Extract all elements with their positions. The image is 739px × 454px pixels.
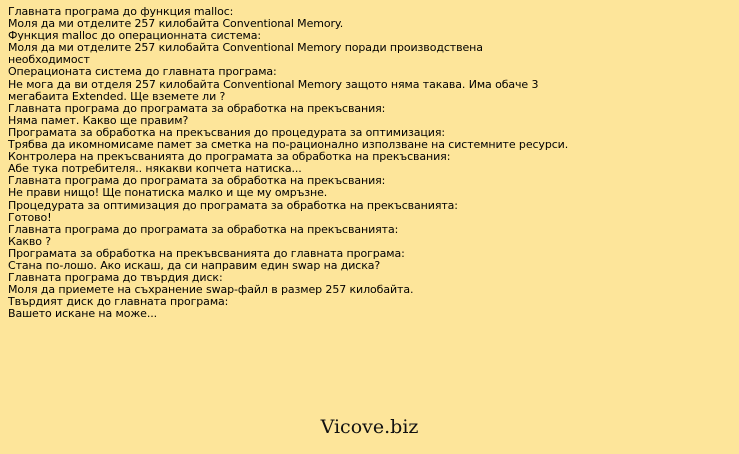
text-line: Не мога да ви отделя 257 килобайта Conventional Memory защото няма такава. Има обаче 3 <box>8 77 539 91</box>
site-watermark: Vicove.biz <box>320 416 419 438</box>
text-line: Операционата система до главната програма: <box>8 65 277 79</box>
text-line: Главната програма до програмата за обработка на прекъсвания: <box>8 101 386 115</box>
text-line: Главната програма до програмата за обработка на прекъсванията: <box>8 222 399 236</box>
text-line: Какво ? <box>8 234 52 248</box>
text-line: Програмата за обработка на прекъвсванията до главната програма: <box>8 246 405 260</box>
text-line: Вашето искане на може... <box>8 307 158 321</box>
text-line: Моля да приемете на съхранение swap-файл в размер 257 килобайта. <box>8 283 414 297</box>
text-line: Не прави нищо! Ще понатиска малко и ще му омръзне. <box>8 186 328 200</box>
text-line: Готово! <box>8 210 52 224</box>
text-line: Моля да ми отделите 257 килобайта Conventional Memory поради производствена <box>8 41 483 55</box>
text-line: Трябва да икомномисаме памет за сметка на по-рационално използване на системните ресурси. <box>8 138 569 152</box>
text-line: Главната програма до програмата за обработка на прекъсвания: <box>8 174 386 188</box>
text-line: Стана по-лошо. Ако искаш, да си направим един swap на диска? <box>8 258 381 272</box>
text-line: Твърдият диск до главната програма: <box>8 295 229 309</box>
text-line: Моля да ми отделите 257 килобайта Conventional Memory. <box>8 17 344 31</box>
text-line: Главната програма до функция malloc: <box>8 5 234 18</box>
text-line: Процедурата за оптимизация до програмата за обработка на прекъсванията: <box>8 198 458 212</box>
text-line: необходимост <box>8 53 90 67</box>
text-line: Контролера на прекъсванията до програмата за обработка на прекъсвания: <box>8 150 451 164</box>
text-line: Няма памет. Какво ще правим? <box>8 113 189 127</box>
dialogue-text <box>8 6 588 320</box>
text-line: Главната програма до твърдия диск: <box>8 271 223 285</box>
text-line: мегабаита Extended. Ще вземете ли ? <box>8 89 226 103</box>
text-line: Абе тука потребителя.. някакви копчета натиска... <box>8 162 302 176</box>
text-line: Програмата за обработка на прекъсвания до процедурата за оптимизация: <box>8 125 445 139</box>
text-line: Функция malloc до операционната система: <box>8 29 261 43</box>
